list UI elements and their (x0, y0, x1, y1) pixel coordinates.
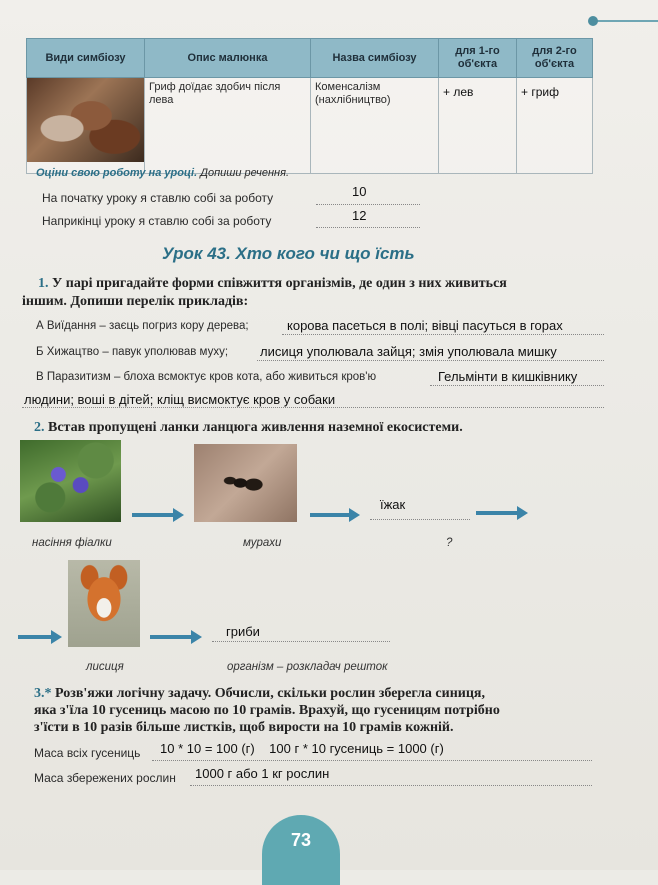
caption-ants: мурахи (243, 537, 282, 549)
food-chain-arrow-2 (310, 508, 360, 522)
task3-line3: з'їсти в 10 разів більше листків, щоб вирости на 10 грамів кожній. (34, 720, 454, 735)
symbiosis-table (26, 38, 593, 174)
self-assessment-title-bold: Оціни свою роботу на уроці. (36, 167, 198, 179)
task1-number: 1. (38, 276, 49, 291)
mass-all-caterpillars-answer: 10 * 10 = 100 (г) 100 г * 10 гусениць = 1000 (г) (160, 741, 444, 756)
food-chain-arrow-3 (476, 506, 528, 520)
mass-all-caterpillars-line (152, 759, 592, 761)
assessment-end-line (316, 226, 420, 228)
task3-number: 3.* (34, 686, 52, 701)
caption-decomposer: організм – розкладач решток (227, 661, 388, 673)
assessment-start-line (316, 203, 420, 205)
caption-unknown: ? (446, 537, 453, 549)
table-header-row (27, 39, 593, 78)
task1-item-a-label: А Виїдання – заєць погриз кору дерева; (36, 320, 249, 332)
task1-item-b-line (257, 359, 604, 361)
caption-violet-seeds: насіння фіалки (32, 537, 112, 549)
cell-object-1: + лев (439, 78, 517, 174)
task2-text: Встав пропущені ланки ланцюга живлення наземної екосистеми. (48, 420, 463, 435)
task3-line2: яка з'їла 10 гусениць масою по 10 грамів. Врахуй, що гусеницям потрібно (34, 703, 500, 718)
mass-all-caterpillars-label: Маса всіх гусениць (34, 746, 141, 760)
task1-item-c-label: В Паразитизм – блоха всмоктує кров кота, або живиться кров'ю (36, 371, 377, 383)
table-row (27, 78, 593, 174)
task1-item-c-answer2: людини; воші в дітей; кліщ висмоктує кров у собаки (24, 392, 336, 407)
assessment-start-label: На початку уроку я ставлю собі за роботу (42, 191, 274, 205)
decorative-dot (588, 16, 598, 26)
cell-symbiosis-name: Коменсалізм (нахлібництво) (311, 78, 439, 174)
task3-line1 (34, 686, 485, 702)
header-object-2: для 2-го об'єкта (517, 39, 593, 78)
decorative-line (592, 20, 658, 22)
task1-item-c-answer1: Гельмінти в кишківнику (438, 369, 578, 384)
header-symbiosis-types: Види симбіозу (27, 39, 145, 78)
task1-item-a-answer: корова пасеться в полі; вівці пасуться в горах (287, 318, 563, 333)
caption-fox: лисиця (86, 661, 124, 673)
saved-plants-mass-answer: 1000 г або 1 кг рослин (195, 766, 330, 781)
task1-line1 (38, 276, 507, 292)
self-assessment-title (36, 167, 289, 179)
task1-text-line1: У парі пригадайте форми співжиття організмів, де один з них живиться (52, 276, 507, 291)
assessment-end-label: Наприкінці уроку я ставлю собі за роботу (42, 214, 272, 228)
fox-photo (68, 560, 140, 647)
assessment-start-value: 10 (352, 184, 367, 199)
task2-heading (34, 420, 463, 436)
task1-item-b-answer: лисиця уполювала зайця; змія уполювала мишку (260, 344, 557, 359)
task3-text-line1: Розв'яжи логічну задачу. Обчисли, скільки рослин зберегла синиця, (55, 686, 485, 701)
food-chain-arrow-4 (18, 630, 62, 644)
answer-hedgehog: їжак (380, 497, 406, 512)
decomposer-line (212, 640, 390, 642)
cell-description: Гриф доїдає здобич після лева (145, 78, 311, 174)
saved-plants-mass-label: Маса збережених рослин (34, 771, 176, 785)
task1-item-a-line (282, 333, 604, 335)
violet-photo (20, 440, 121, 522)
task1-line2: іншим. Допиши перелік прикладів: (22, 294, 249, 309)
header-picture-description: Опис малюнка (145, 39, 311, 78)
saved-plants-mass-line (190, 784, 592, 786)
self-assessment-title-rest: Допиши речення. (197, 167, 290, 179)
answer-fungi: гриби (226, 624, 260, 639)
header-object-1: для 1-го об'єкта (439, 39, 517, 78)
assessment-end-value: 12 (352, 208, 367, 223)
page-number: 73 (290, 830, 312, 850)
vulture-photo (27, 78, 144, 162)
food-chain-arrow-1 (132, 508, 184, 522)
vulture-photo-cell (27, 78, 145, 174)
cell-object-2: + гриф (517, 78, 593, 174)
header-symbiosis-name: Назва симбіозу (311, 39, 439, 78)
lesson-title: Урок 43. Хто кого чи що їсть (162, 244, 415, 263)
missing-link-line (370, 518, 470, 520)
task2-number: 2. (34, 420, 45, 435)
food-chain-arrow-5 (150, 630, 202, 644)
task1-item-c-line (430, 384, 604, 386)
task1-item-b-label: Б Хижацтво – павук уполював муху; (36, 346, 229, 358)
ant-photo (194, 444, 297, 522)
